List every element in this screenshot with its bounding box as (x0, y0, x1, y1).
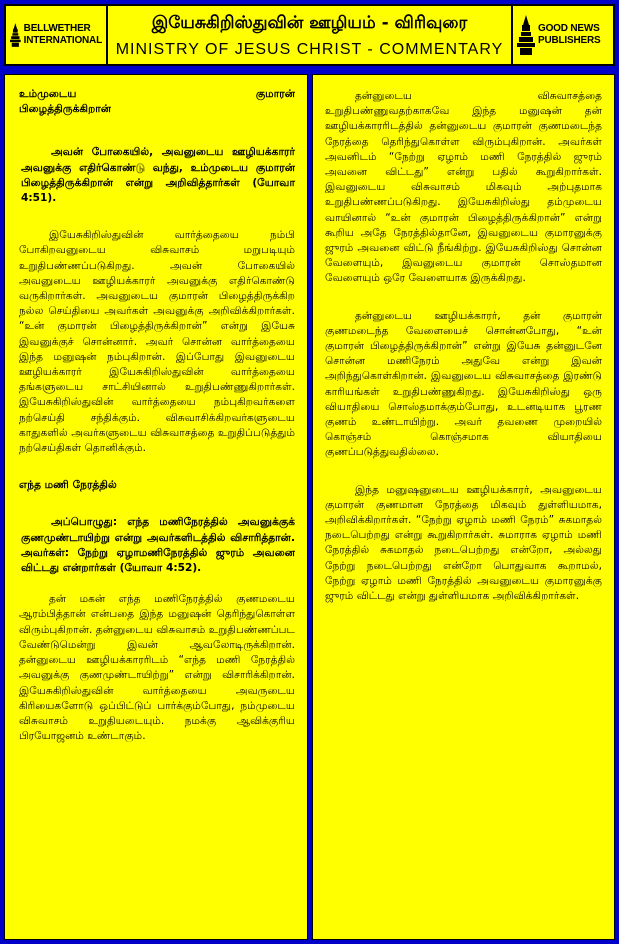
good-news-logo (517, 6, 609, 64)
header-divider-right (511, 6, 513, 64)
right-logo-line-2: PUBLISHERS (538, 35, 601, 46)
header-title (114, 6, 505, 64)
heading1-part-a: உம்முடைய (19, 88, 77, 100)
left-paragraph-1: இயேசுகிறிஸ்துவின் வார்த்தையை நம்பி போகிறவனுடைய விசுவாசம் மறுபடியும் உறுதிபண்ணப்படுகிறது. அவன் போகையில் அவனுடைய ஊழியக்காரர் அவனுக்கு எதிர்கொண்டு வருகிறார்கள். அவனுடைய குமாரன் பிழைத்திருக்கிற நல்ல செய்தியை அவர்கள் அவனுக்கு அறிவிக்கிறார்கள். “உன் குமாரன் பிழைத்திருக்கிறான்” என்று இயேசு இவனுக்குச் சொன்னார். அவர் சொன்ன வார்த்தையை இந்த மனுஷன் நம்புகிறான். இப்போது இவனுடைய ஊழியக்காரர் இயேசுகிறிஸ்துவின் வார்த்தையை தங்களுடைய சாட்சியினால் உறுதிபண்ணுகிறார்கள். இயேசுகிறிஸ்துவின் வார்த்தையை நம்புகிறவர்களை நற்செய்தி சந்திக்கும். விசுவாசிக்கிறவர்களுடைய காதுகளில் அவர்களுடைய விசுவாசத்தை உறுதிப்படுத்தும் நற்செய்திகள் தொனிக்கும். (19, 229, 295, 455)
scripture-quote-1: அவன் போகையில், அவனுடைய ஊழியக்காரர் அவனுக்கு எதிர்கொண்டு வந்து, உம்முடைய குமாரன் பிழைத்திருக்கிறான் என்று அறிவித்தார்கள் (யோவா 4:51). (21, 146, 295, 205)
header-banner (4, 4, 615, 66)
right-paragraph-2: தன்னுடைய ஊழியக்காரர், தன் குமாரன் குணமடைந்த வேளையைச் சொன்னபோது, “உன் குமாரன் பிழைத்திருக்கிறான்” என்று இயேசு தன்னுடனே சொன்ன மணிநேரம் அதுவே என்று இவன் அறிந்துகொள்கிறான். இவனுடைய விசுவாசத்தை இரண்டு காரியங்கள் உறுதிபண்ணுகிறது. இயேசுகிறிஸ்து ஒரு வியாதியை சொஸ்தமாக்கும்போது, உடனடியாக பூரண குணம் உண்டாயிற்று. அவர் தவணை முறையில் கொஞ்சம் கொஞ்சமாக வியாதியை குணப்படுத்துவதில்லை. (325, 309, 602, 459)
scripture-quote-2: அப்பொழுது: எந்த மணிநேரத்தில் அவனுக்குக் குணமுண்டாயிற்று என்று அவர்களிடத்தில் விசாரித்தான். அவர்கள்: நேற்று ஏழாமணிநேரத்தில் ஜுரம் அவனை விட்டது என்றார்கள் (யோவா 4:52). (21, 516, 295, 575)
left-paragraph-2: தன் மகன் எந்த மணிநேரத்தில் குணமடைய ஆரம்பித்தான் என்பதை இந்த மனுஷன் தெரிந்துகொள்ள விரும்புகிறான். தன்னுடைய விசுவாசம் உறுதிபண்ணப்பட வேண்டுமென்று இவன் ஆவலோடிருக்கிறான். தன்னுடைய ஊழியக்காரரிடம் “எந்த மணி நேரத்தில் அவனுக்கு குணமுண்டாயிற்று” என்று விசாரிக்கிறான். இயேசுகிறிஸ்துவின் வார்த்தையை அவருடைய கிரியைகளோடு ஒப்பிட்டுப் பார்க்கும்போது, நம்முடைய விசுவாசம் உறுதியடையும். நமக்கு ஆவிக்குரிய பிரயோஜனம் உண்டாகும். (19, 593, 295, 743)
heading1-part-c: பிழைத்திருக்கிறான் (19, 103, 112, 116)
left-logo-line-1: BELLWETHER (23, 23, 91, 34)
right-column (312, 74, 615, 940)
section-heading-1 (19, 87, 295, 102)
right-paragraph-1: தன்னுடைய விசுவாசத்தை உறுதிபண்ணுவதற்காகவே இந்த மனுஷன் தன் ஊழியக்காரரிடத்தில் தன்னுடைய குமாரன் குணமடைந்த நேரத்தை தெரிந்துகொள்ள விரும்புகிறான். அவர்கள் அவனிடம் “நேற்று ஏழாம் மணி நேரத்தில் ஜுரம் அவனை விட்டது” என்று பதில் கூறுகிறார்கள். இவனுடைய விசுவாசம் மிகவும் அற்புதமாக உறுதிபண்ணப்படுகிறது. இயேசுகிறிஸ்து தம்முடைய வாயினால் “உன் குமாரன் பிழைத்திருக்கிறான்” என்று கூறிய அதே நேரத்தில்தானே, இவனுடைய குமாரனுக்கு ஜுரம் அவனை விட்டு நீங்கிற்று. இயேசுகிறிஸ்து சொன்ன வேளையும், இவனுடைய குமாரன் சொஸ்தமான வேளையும் ஒரே வேளையாக இருக்கிறது. (325, 90, 602, 285)
title-english: MINISTRY OF JESUS CHRIST - COMMENTARY (115, 41, 504, 58)
section-heading-2: எந்த மணி நேரத்தில் (19, 479, 117, 492)
bell-tower-icon (10, 15, 21, 55)
bellwether-logo (10, 6, 102, 64)
heading1-part-b: குமாரன் (255, 88, 295, 100)
bell-tower-icon (517, 15, 535, 55)
header-divider-left (106, 6, 108, 64)
left-column (4, 74, 308, 940)
right-paragraph-3: இந்த மனுஷனுடைய ஊழியக்காரர், அவனுடைய குமாரன் குணமான நேரத்தை மிகவும் துள்ளியமாக, அறிவிக்கிறார்கள். “நேற்று ஏழாம் மணி நேரம்” சுகமாதல் நடைபெற்றது என்று கூறுகிறார்கள். சுமாராக ஏழாம் மணி நேரத்தில் சுகமாதல் நடைபெற்றது என்றோ, அல்லது நேற்று நடைபெற்றது என்றோ பொதுவாக கூறாமல், நேற்று ஏழாம் மணி நேரத்தில் அவனுடைய குமாரனுக்கு ஜுரம் விட்டது என்று துள்ளியமாக அறிவிக்கிறார்கள். (325, 483, 602, 603)
right-logo-line-1: GOOD NEWS (538, 23, 600, 34)
title-tamil: இயேசுகிறிஸ்துவின் ஊழியம் - விரிவுரை (151, 13, 468, 33)
left-logo-line-2: INTERNATIONAL (23, 35, 102, 46)
